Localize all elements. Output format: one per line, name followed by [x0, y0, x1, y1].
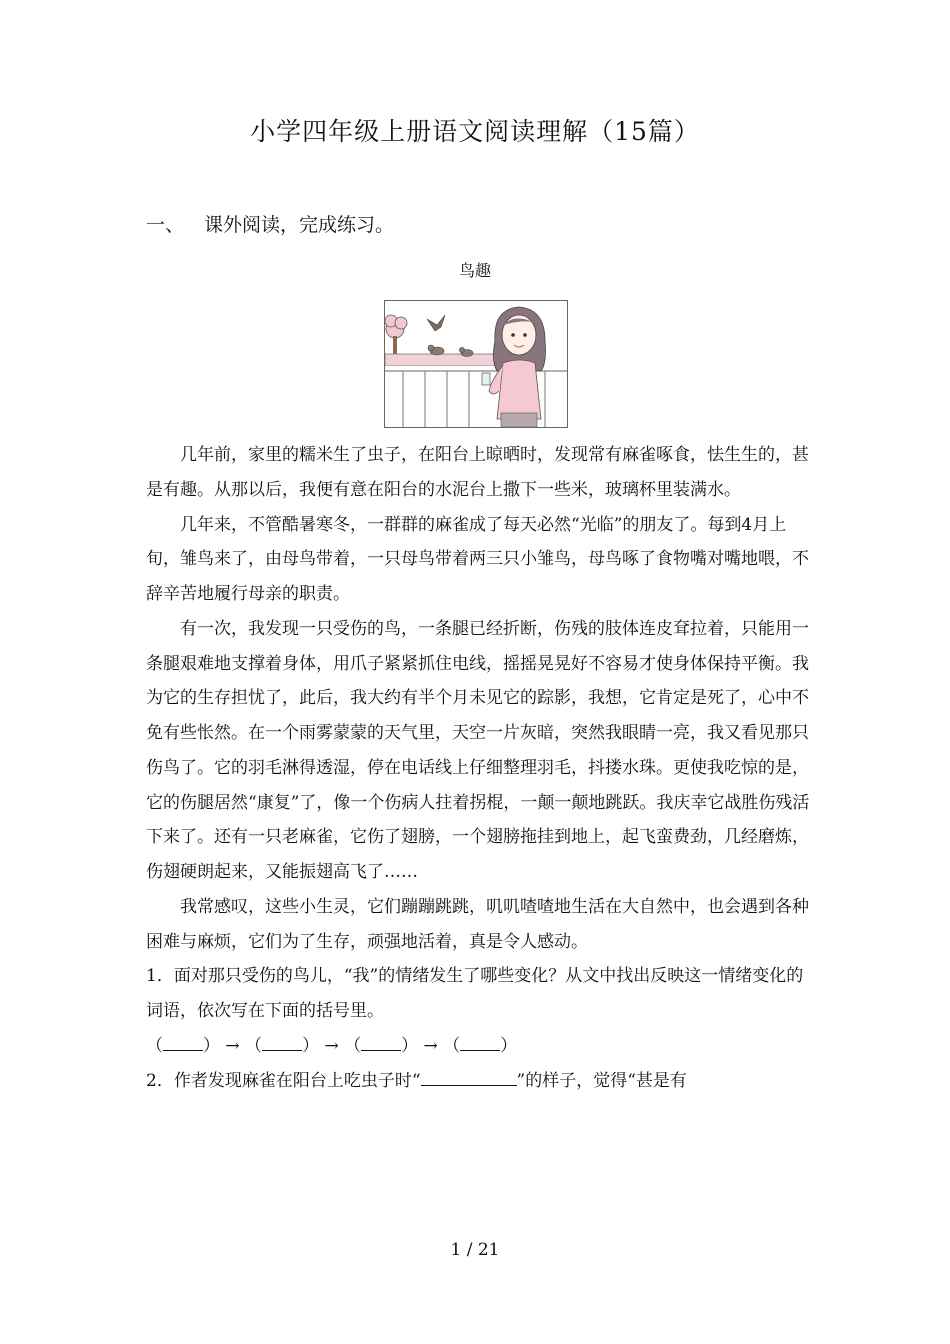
reading-passage: [146, 438, 814, 1098]
page-number: 1 / 21: [450, 1240, 500, 1260]
section-heading: [146, 210, 394, 237]
section-heading-text: 课外阅读，完成练习。: [204, 214, 395, 236]
arrow-3: →: [423, 1035, 438, 1056]
answer-blank[interactable]: [460, 1034, 500, 1051]
paragraph-2: 几年来，不管酷暑寒冬，一群群的麻雀成了每天必然“光临”的朋友了。每到4月上旬，雏鸟来了，由母鸟带着，一只母鸟带着两三只小雏鸟，母鸟啄了食物嘴对嘴地喂，不辞辛苦地履行母亲的职责。: [146, 514, 809, 604]
question-1: 1．面对那只受伤的鸟儿，“我”的情绪发生了哪些变化？从文中找出反映这一情绪变化的词语，依次写在下面的括号里。: [146, 966, 804, 1021]
girl-with-sparrows-illustration: [384, 300, 568, 428]
paragraph-3: 有一次，我发现一只受伤的鸟，一条腿已经折断，伤残的肢体连皮耷拉着，只能用一条腿艰难地支撑着身体，用爪子紧紧抓住电线，摇摇晃晃好不容易才使身体保持平衡。我为它的生存担忧了，此后，我大约有半个月未见它的踪影，我想，它肯定是死了，心中不免有些怅然。在一个雨雾蒙蒙的天气里，天空一片灰暗，突然我眼睛一亮，我又看见那只伤鸟了。它的羽毛淋得透湿，停在电话线上仔细整理羽毛，抖搂水珠。更使我吃惊的是，它的伤腿居然“康复”了，像一个伤病人拄着拐棍，一颠一颠地跳跃。我庆幸它战胜伤残活下来了。还有一只老麻雀，它伤了翅膀，一个翅膀拖挂到地上，起飞蛮费劲，几经磨炼，伤翅硬朗起来，又能振翅高飞了……: [146, 618, 810, 882]
question-1-answer-blanks: （ ） → （ ） → （ ） → （ ）: [146, 1035, 518, 1056]
question-2-text-before: 2．作者发现麻雀在阳台上吃虫子时“: [146, 1070, 421, 1091]
arrow-1: →: [225, 1035, 240, 1056]
arrow-2: →: [324, 1035, 339, 1056]
answer-blank[interactable]: [421, 1069, 517, 1086]
answer-blank[interactable]: [361, 1034, 401, 1051]
paragraph-4: 我常感叹，这些小生灵，它们蹦蹦跳跳，叽叽喳喳地生活在大自然中，也会遇到各种困难与麻烦，它们为了生存，顽强地活着，真是令人感动。: [146, 896, 809, 952]
page-title: 小学四年级上册语文阅读理解（15篇）: [250, 117, 700, 146]
answer-blank[interactable]: [163, 1034, 203, 1051]
question-2-text-after: ”的样子，觉得“甚是有: [516, 1070, 687, 1091]
story-title: 鸟趣: [458, 261, 491, 280]
paragraph-1: 几年前，家里的糯米生了虫子，在阳台上晾晒时，发现常有麻雀啄食，怯生生的，甚是有趣。从那以后，我便有意在阳台的水泥台上撒下一些米，玻璃杯里装满水。: [146, 445, 809, 500]
question-2: [146, 1064, 814, 1099]
section-number: 一、: [146, 214, 185, 236]
answer-blank[interactable]: [262, 1034, 302, 1051]
